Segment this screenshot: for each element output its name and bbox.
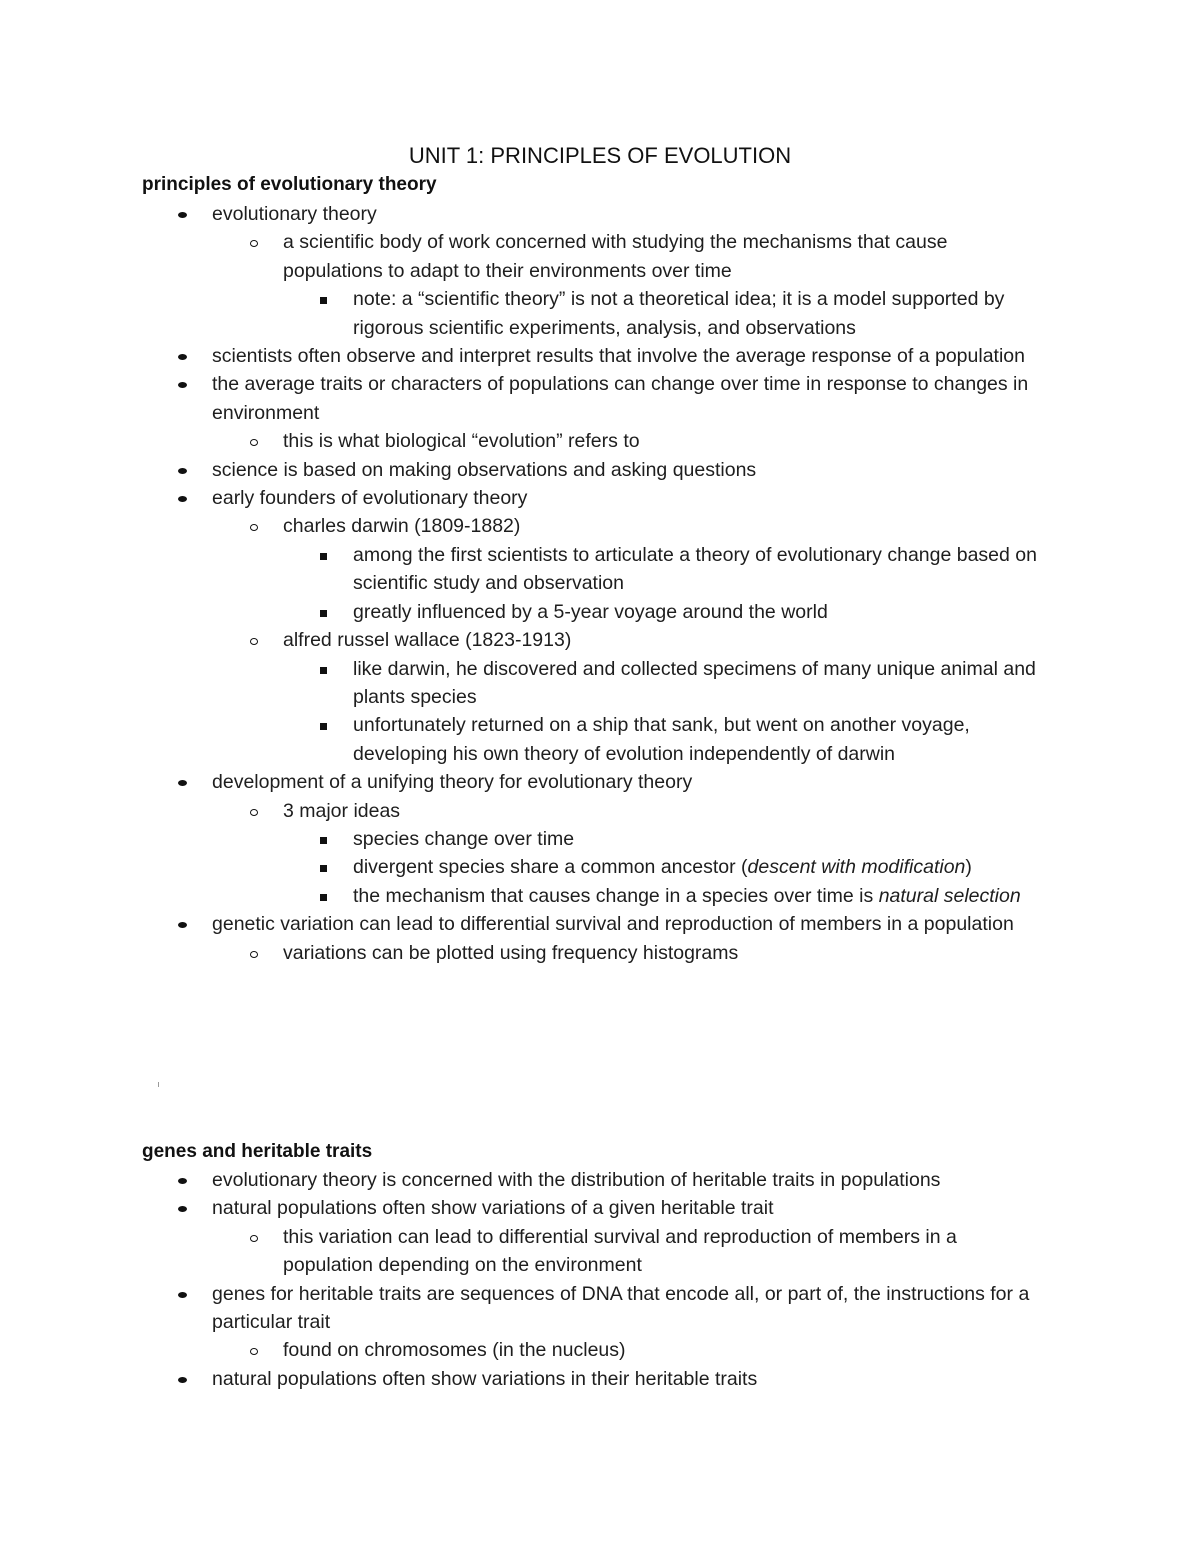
list-item: genetic variation can lead to differential survival and reproduction of members in a population: [0, 910, 1200, 938]
italic-term: natural selection: [878, 884, 1021, 907]
bullet-dot-icon: [176, 1365, 190, 1393]
list-item: early founders of evolutionary theory: [0, 484, 1200, 512]
list-item: science is based on making observations and asking questions: [0, 456, 1200, 484]
bullet-circle-icon: [248, 939, 262, 967]
list-item: unfortunately returned on a ship that sank, but went on another voyage, developing his own theory of evolution independently of darwin: [0, 711, 1200, 768]
list-item: this is what biological “evolution” refers to: [0, 427, 1200, 455]
list-item: alfred russel wallace (1823-1913): [0, 626, 1200, 654]
bullet-circle-icon: [248, 797, 262, 825]
bullet-list-principles: [0, 200, 1200, 967]
list-item: development of a unifying theory for evolutionary theory: [0, 768, 1200, 796]
list-item: note: a “scientific theory” is not a theoretical idea; it is a model supported by rigorous scientific experiments, analysis, and observations: [0, 285, 1200, 342]
stray-mark: [158, 1082, 159, 1087]
bullet-dot-icon: [176, 342, 190, 370]
bullet-list-genes: [0, 1166, 1200, 1393]
bullet-square-icon: [318, 285, 332, 313]
bullet-square-icon: [318, 598, 332, 626]
bullet-circle-icon: [248, 427, 262, 455]
bullet-dot-icon: [176, 1194, 190, 1222]
bullet-circle-icon: [248, 228, 262, 256]
list-item: scientists often observe and interpret results that involve the average response of a population: [0, 342, 1200, 370]
list-item: among the first scientists to articulate a theory of evolutionary change based on scientific study and observation: [0, 541, 1200, 598]
bullet-square-icon: [318, 711, 332, 739]
list-item: evolutionary theory is concerned with the distribution of heritable traits in populations: [0, 1166, 1200, 1194]
bullet-square-icon: [318, 882, 332, 910]
bullet-dot-icon: [176, 1280, 190, 1308]
bullet-circle-icon: [248, 512, 262, 540]
bullet-dot-icon: [176, 1166, 190, 1194]
text-run: the mechanism that causes change in a species over time is: [353, 884, 879, 907]
list-item: 3 major ideas: [0, 797, 1200, 825]
list-item: genes for heritable traits are sequences of DNA that encode all, or part of, the instructions for a particular trait: [0, 1280, 1200, 1337]
bullet-dot-icon: [176, 910, 190, 938]
italic-term: descent with modification: [747, 856, 966, 879]
bullet-dot-icon: [176, 370, 190, 398]
list-item: like darwin, he discovered and collected specimens of many unique animal and plants species: [0, 655, 1200, 712]
list-item: a scientific body of work concerned with studying the mechanisms that cause populations to adapt to their environments over time: [0, 228, 1200, 285]
text-run: divergent species share a common ancestor (: [353, 856, 748, 879]
text-run: ): [965, 856, 972, 879]
list-item: natural populations often show variations in their heritable traits: [0, 1365, 1200, 1393]
list-item: evolutionary theory: [0, 200, 1200, 228]
list-item: variations can be plotted using frequency histograms: [0, 939, 1200, 967]
bullet-dot-icon: [176, 200, 190, 228]
list-item: species change over time: [0, 825, 1200, 853]
list-item: natural populations often show variations of a given heritable trait: [0, 1194, 1200, 1222]
list-item: [0, 853, 1200, 881]
list-item: [0, 882, 1200, 910]
list-item: this variation can lead to differential survival and reproduction of members in a population depending on the environment: [0, 1223, 1200, 1280]
bullet-dot-icon: [176, 484, 190, 512]
bullet-circle-icon: [248, 1223, 262, 1251]
bullet-square-icon: [318, 825, 332, 853]
section-heading-genes: genes and heritable traits: [142, 1141, 373, 1162]
bullet-circle-icon: [248, 626, 262, 654]
bullet-circle-icon: [248, 1336, 262, 1364]
bullet-square-icon: [318, 541, 332, 569]
bullet-square-icon: [318, 655, 332, 683]
list-item: the average traits or characters of populations can change over time in response to changes in environment: [0, 370, 1200, 427]
bullet-square-icon: [318, 853, 332, 881]
list-item: found on chromosomes (in the nucleus): [0, 1336, 1200, 1364]
bullet-dot-icon: [176, 768, 190, 796]
bullet-dot-icon: [176, 456, 190, 484]
list-item: charles darwin (1809-1882): [0, 512, 1200, 540]
section-heading-principles: principles of evolutionary theory: [142, 174, 437, 195]
page-title: UNIT 1: PRINCIPLES OF EVOLUTION: [408, 143, 792, 168]
list-item: greatly influenced by a 5-year voyage around the world: [0, 598, 1200, 626]
